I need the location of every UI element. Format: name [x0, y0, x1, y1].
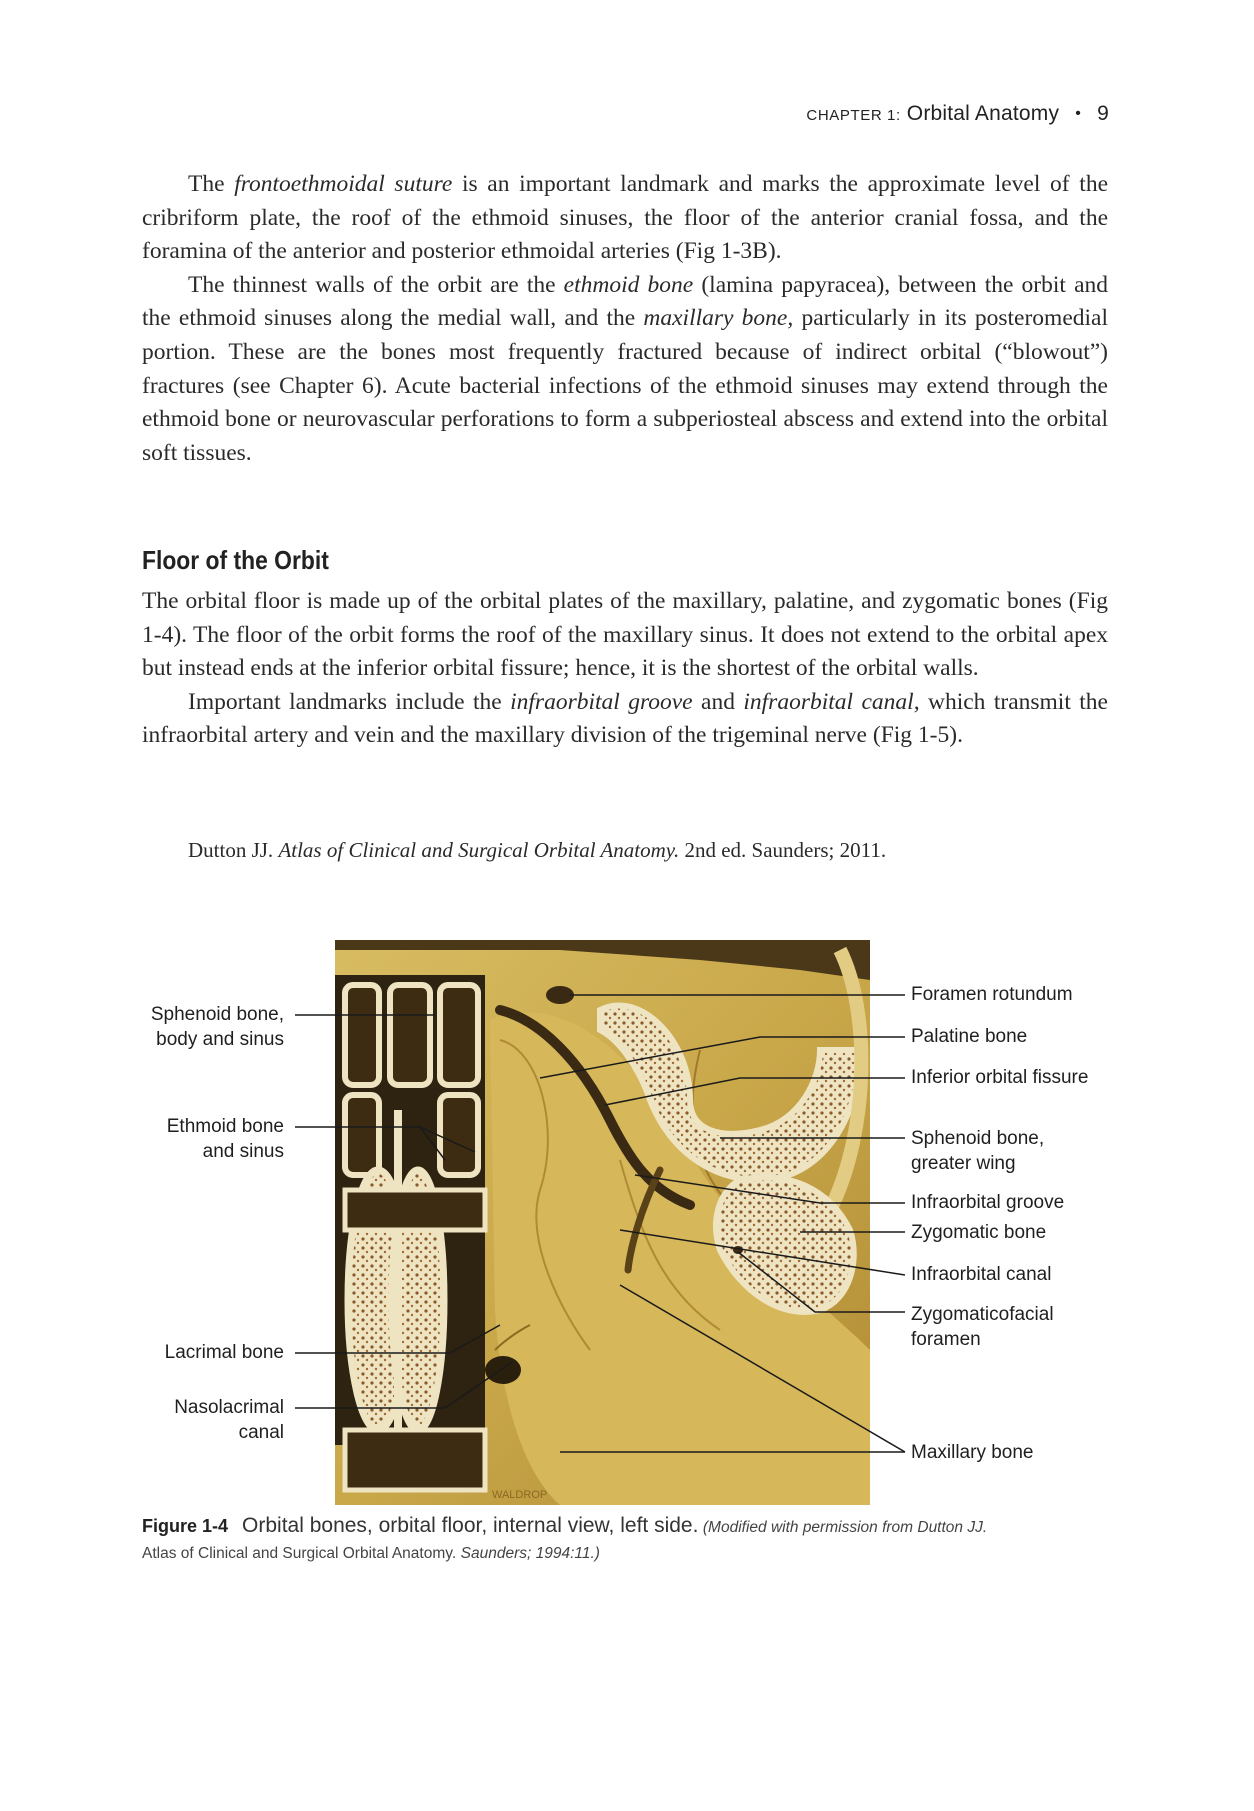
figure-1-4	[0, 930, 1254, 1510]
p4-text-c: and	[692, 688, 744, 715]
label-maxillary: Maxillary bone	[911, 1442, 1034, 1463]
chapter-title: Orbital Anatomy	[906, 102, 1060, 125]
p1-text-a: The	[188, 171, 235, 197]
label-sphenoid-body-line1: Sphenoid bone,	[150, 1004, 284, 1025]
reference-book-title: Atlas of Clinical and Surgical Orbital Anatomy.	[278, 838, 680, 862]
intro-text-block	[142, 168, 1108, 470]
p1-text-c: is an important landmark and marks the approximate level of the cribriform plate, the roof of the ethmoid sinuses, the floor of the anterior cranial fossa, and the foramina of the anterior and posterior ethmoidal arteries (Fig 1-3B).	[142, 171, 1108, 265]
term-maxillary-bone: maxillary bone,	[643, 305, 794, 332]
label-palatine: Palatine bone	[911, 1026, 1028, 1047]
term-infraorbital-groove: infraorbital groove	[510, 688, 693, 715]
label-nasolacrimal	[174, 1395, 284, 1445]
figure-caption	[142, 1513, 1112, 1567]
illustrator-signature: WALDROP	[492, 1489, 548, 1501]
term-frontoethmoidal-suture: frontoethmoidal suture	[234, 171, 453, 197]
p4-text-e: which transmit the infraorbital artery and vein and the maxillary division of the trigeminal nerve (Fig 1-5).	[142, 688, 1108, 749]
label-lacrimal: Lacrimal bone	[164, 1342, 284, 1363]
label-inferior-orbital-fissure: Inferior orbital fissure	[911, 1067, 1089, 1088]
p2-text-e: particularly in its posteromedial portion. These are the bones most frequently fractured because of indirect orbital (“blowout”) fractures (see Chapter 6). Acute bacterial infections of the ethmoid sinuses may extend through the ethmoid bone or neurovascular perforations to form a subperiosteal abscess and extend into the orbital soft tissues.	[142, 305, 1109, 466]
paragraph-landmarks	[142, 686, 1108, 753]
reference-edition: 2nd ed. Saunders; 2011.	[679, 838, 887, 862]
separator-bullet: •	[1075, 105, 1082, 122]
running-head	[806, 102, 1109, 126]
caption-credit-a: (Modified with permission from Dutton JJ.	[702, 1519, 988, 1536]
label-nasolacrimal-line1: Nasolacrimal	[174, 1397, 284, 1418]
p2-text-c: (lamina papyracea), between the orbit and the ethmoid sinuses along the medial wall, and the	[142, 271, 1109, 332]
label-ethmoid	[167, 1114, 284, 1164]
term-infraorbital-canal: infraorbital canal,	[743, 688, 920, 715]
label-zygomaticofacial-line1: Zygomaticofacial	[911, 1304, 1054, 1325]
chapter-label: CHAPTER 1:	[806, 107, 901, 124]
label-zygomaticofacial-line2: foramen	[911, 1329, 981, 1350]
label-zygomaticofacial	[911, 1302, 1054, 1352]
p4-text-a: Important landmarks include the	[188, 688, 511, 715]
label-sphenoid-body	[151, 1002, 284, 1052]
caption-credit-c: Saunders; 1994:11.)	[460, 1545, 600, 1562]
label-zygomatic: Zygomatic bone	[911, 1222, 1047, 1243]
label-foramen-rotundum: Foramen rotundum	[911, 984, 1073, 1005]
label-sphenoid-greater-line2: greater wing	[911, 1153, 1016, 1174]
label-sphenoid-body-line2: body and sinus	[156, 1029, 284, 1050]
reference-author: Dutton JJ.	[188, 838, 279, 862]
term-ethmoid-bone: ethmoid bone	[563, 271, 694, 298]
page-number: 9	[1097, 102, 1109, 125]
caption-credit-book: Atlas of Clinical and Surgical Orbital Anatomy.	[142, 1545, 457, 1562]
label-infraorbital-canal: Infraorbital canal	[911, 1264, 1052, 1285]
floor-text-block	[142, 585, 1108, 753]
label-infraorbital-groove: Infraorbital groove	[911, 1192, 1065, 1213]
label-nasolacrimal-line2: canal	[238, 1422, 284, 1443]
paragraph-thinnest-walls	[142, 269, 1108, 471]
label-ethmoid-line1: Ethmoid bone	[166, 1116, 284, 1137]
paragraph-orbital-floor: The orbital floor is made up of the orbital plates of the maxillary, palatine, and zygomatic bones (Fig 1-4). The floor of the orbit forms the roof of the maxillary sinus. It does not extend to the orbital apex but instead ends at the inferior orbital fissure; hence, it is the shortest of the orbital walls.	[142, 588, 1108, 682]
figure-number: Figure 1-4	[142, 1516, 229, 1536]
label-ethmoid-line2: and sinus	[202, 1141, 284, 1162]
paragraph-frontoethmoidal	[142, 168, 1108, 269]
caption-text: Orbital bones, orbital floor, internal view, left side.	[242, 1514, 699, 1537]
label-sphenoid-greater	[911, 1126, 1044, 1176]
p2-text-a: The thinnest walls of the orbit are the	[188, 271, 564, 298]
section-heading: Floor of the Orbit	[142, 545, 329, 575]
reference-citation	[188, 838, 886, 863]
label-sphenoid-greater-line1: Sphenoid bone,	[911, 1128, 1045, 1149]
